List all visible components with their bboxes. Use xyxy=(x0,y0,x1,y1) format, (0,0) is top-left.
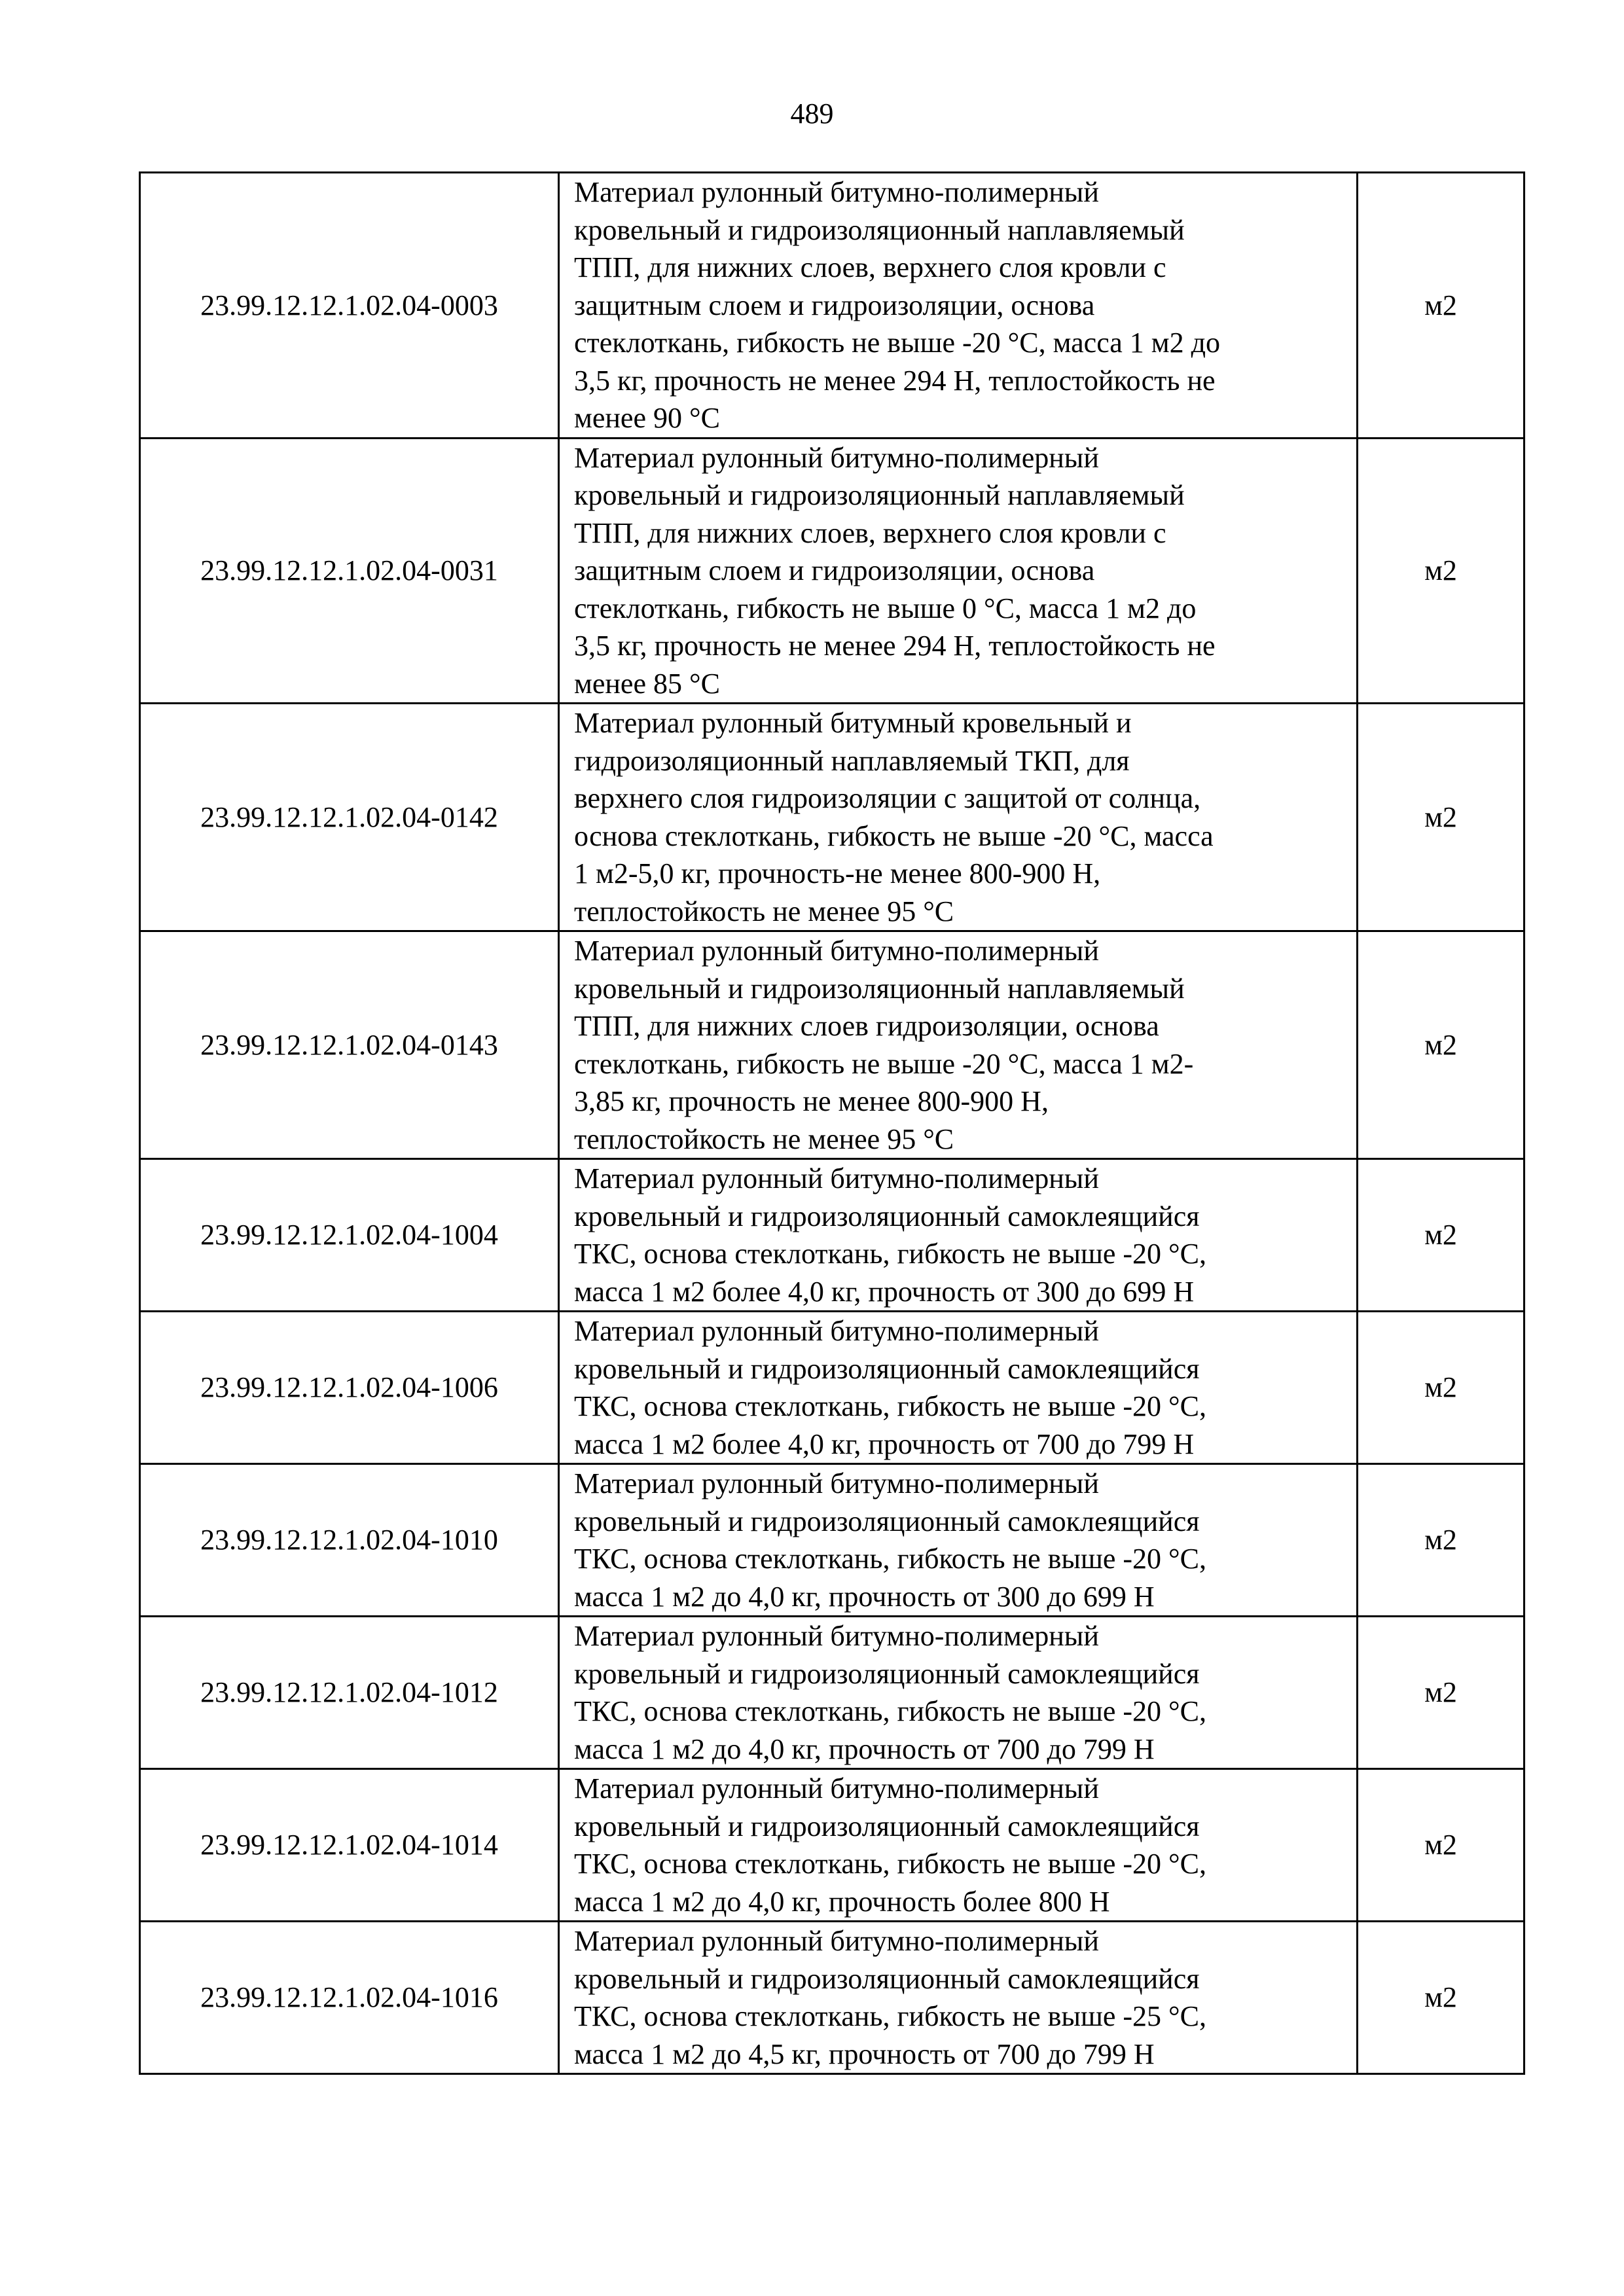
table-row xyxy=(140,173,1525,439)
resource-code: 23.99.12.12.1.02.04-1006 xyxy=(140,1312,559,1464)
description-line: менее 85 °С xyxy=(574,667,720,700)
description-line: масса 1 м2 до 4,0 кг, прочность от 700 до 799 Н xyxy=(574,1732,1155,1765)
page-number: 489 xyxy=(790,98,834,130)
description-line: ТКС, основа стеклоткань, гибкость не выше -20 °С, xyxy=(574,1543,1206,1575)
unit-of-measure: м2 xyxy=(1358,704,1525,931)
description-line: стеклоткань, гибкость не выше 0 °С, масса 1 м2 до xyxy=(574,592,1197,624)
description-line: Материал рулонный битумно-полимерный xyxy=(574,1772,1099,1804)
description-line: стеклоткань, гибкость не выше -20 °С, масса 1 м2- xyxy=(574,1047,1194,1080)
description-line: кровельный и гидроизоляционный самоклеящийся xyxy=(574,1352,1200,1385)
description-line: ТПП, для нижних слоев, верхнего слоя кровли с xyxy=(574,251,1166,283)
description-line: теплостойкость не менее 95 °С xyxy=(574,895,954,927)
unit-of-measure: м2 xyxy=(1358,1312,1525,1464)
table-row xyxy=(140,704,1525,931)
table-row xyxy=(140,1159,1525,1312)
description-line: 3,85 кг, прочность не менее 800-900 Н, xyxy=(574,1085,1049,1117)
description-line: основа стеклоткань, гибкость не выше -20 °С, масса xyxy=(574,819,1214,852)
resource-table xyxy=(139,171,1525,2075)
resource-description xyxy=(559,1464,1358,1617)
resource-description xyxy=(559,438,1358,704)
resource-code: 23.99.12.12.1.02.04-1012 xyxy=(140,1617,559,1769)
unit-of-measure: м2 xyxy=(1358,1159,1525,1312)
description-line: Материал рулонный битумно-полимерный xyxy=(574,176,1099,208)
description-line: 1 м2-5,0 кг, прочность-не менее 800-900 Н, xyxy=(574,857,1101,889)
description-line: теплостойкость не менее 95 °С xyxy=(574,1122,954,1155)
unit-of-measure: м2 xyxy=(1358,931,1525,1159)
description-line: кровельный и гидроизоляционный самоклеящийся xyxy=(574,1200,1200,1232)
table-row xyxy=(140,1464,1525,1617)
table-row xyxy=(140,1312,1525,1464)
description-line: защитным слоем и гидроизоляции, основа xyxy=(574,289,1095,321)
resource-description xyxy=(559,173,1358,439)
table-row xyxy=(140,438,1525,704)
description-line: ТКС, основа стеклоткань, гибкость не выше -20 °С, xyxy=(574,1848,1206,1880)
resource-code: 23.99.12.12.1.02.04-1016 xyxy=(140,1922,559,2074)
description-line: стеклоткань, гибкость не выше -20 °С, масса 1 м2 до xyxy=(574,327,1221,359)
description-line: кровельный и гидроизоляционный самоклеящийся xyxy=(574,1962,1200,1995)
resource-description xyxy=(559,931,1358,1159)
description-line: ТПП, для нижних слоев гидроизоляции, основа xyxy=(574,1010,1159,1042)
resource-description xyxy=(559,1159,1358,1312)
resource-code: 23.99.12.12.1.02.04-0031 xyxy=(140,438,559,704)
description-line: Материал рулонный битумно-полимерный xyxy=(574,1315,1099,1347)
unit-of-measure: м2 xyxy=(1358,1617,1525,1769)
resource-table-body xyxy=(140,173,1525,2074)
description-line: верхнего слоя гидроизоляции с защитой от солнца, xyxy=(574,782,1201,814)
description-line: кровельный и гидроизоляционный самоклеящийся xyxy=(574,1505,1200,1537)
resource-code: 23.99.12.12.1.02.04-0142 xyxy=(140,704,559,931)
resource-code: 23.99.12.12.1.02.04-1010 xyxy=(140,1464,559,1617)
unit-of-measure: м2 xyxy=(1358,1769,1525,1922)
description-line: Материал рулонный битумно-полимерный xyxy=(574,441,1099,474)
description-line: кровельный и гидроизоляционный наплавляемый xyxy=(574,479,1185,511)
table-row xyxy=(140,931,1525,1159)
description-line: масса 1 м2 до 4,0 кг, прочность более 800 Н xyxy=(574,1885,1110,1918)
resource-description xyxy=(559,1922,1358,2074)
description-line: ТПП, для нижних слоев, верхнего слоя кровли с xyxy=(574,516,1166,549)
description-line: ТКС, основа стеклоткань, гибкость не выше -20 °С, xyxy=(574,1390,1206,1422)
description-line: Материал рулонный битумно-полимерный xyxy=(574,1467,1099,1499)
unit-of-measure: м2 xyxy=(1358,438,1525,704)
resource-code: 23.99.12.12.1.02.04-0003 xyxy=(140,173,559,439)
description-line: кровельный и гидроизоляционный самоклеящийся xyxy=(574,1810,1200,1842)
description-line: 3,5 кг, прочность не менее 294 Н, теплостойкость не xyxy=(574,364,1216,397)
table-row xyxy=(140,1922,1525,2074)
unit-of-measure: м2 xyxy=(1358,173,1525,439)
description-line: гидроизоляционный наплавляемый ТКП, для xyxy=(574,744,1130,777)
description-line: Материал рулонный битумно-полимерный xyxy=(574,935,1099,967)
description-line: масса 1 м2 до 4,0 кг, прочность от 300 до 699 Н xyxy=(574,1580,1155,1613)
description-line: ТКС, основа стеклоткань, гибкость не выше -20 °С, xyxy=(574,1695,1206,1727)
description-line: масса 1 м2 более 4,0 кг, прочность от 300 до 699 Н xyxy=(574,1275,1195,1308)
resource-code: 23.99.12.12.1.02.04-1014 xyxy=(140,1769,559,1922)
resource-code: 23.99.12.12.1.02.04-0143 xyxy=(140,931,559,1159)
description-line: кровельный и гидроизоляционный наплавляемый xyxy=(574,972,1185,1005)
description-line: ТКС, основа стеклоткань, гибкость не выше -25 °С, xyxy=(574,2000,1206,2032)
description-line: менее 90 °С xyxy=(574,402,720,434)
resource-description xyxy=(559,1769,1358,1922)
description-line: кровельный и гидроизоляционный самоклеящийся xyxy=(574,1657,1200,1690)
resource-code: 23.99.12.12.1.02.04-1004 xyxy=(140,1159,559,1312)
description-line: Материал рулонный битумно-полимерный xyxy=(574,1162,1099,1194)
description-line: Материал рулонный битумный кровельный и xyxy=(574,707,1132,739)
table-row xyxy=(140,1617,1525,1769)
description-line: Материал рулонный битумно-полимерный xyxy=(574,1925,1099,1957)
description-line: защитным слоем и гидроизоляции, основа xyxy=(574,554,1095,586)
description-line: ТКС, основа стеклоткань, гибкость не выше -20 °С, xyxy=(574,1238,1206,1270)
description-line: масса 1 м2 более 4,0 кг, прочность от 700 до 799 Н xyxy=(574,1427,1195,1460)
description-line: масса 1 м2 до 4,5 кг, прочность от 700 до 799 Н xyxy=(574,2037,1155,2070)
description-line: кровельный и гидроизоляционный наплавляемый xyxy=(574,213,1185,246)
unit-of-measure: м2 xyxy=(1358,1922,1525,2074)
resource-description xyxy=(559,1617,1358,1769)
resource-description xyxy=(559,1312,1358,1464)
unit-of-measure: м2 xyxy=(1358,1464,1525,1617)
resource-description xyxy=(559,704,1358,931)
description-line: 3,5 кг, прочность не менее 294 Н, теплостойкость не xyxy=(574,630,1216,662)
table-row xyxy=(140,1769,1525,1922)
description-line: Материал рулонный битумно-полимерный xyxy=(574,1620,1099,1652)
